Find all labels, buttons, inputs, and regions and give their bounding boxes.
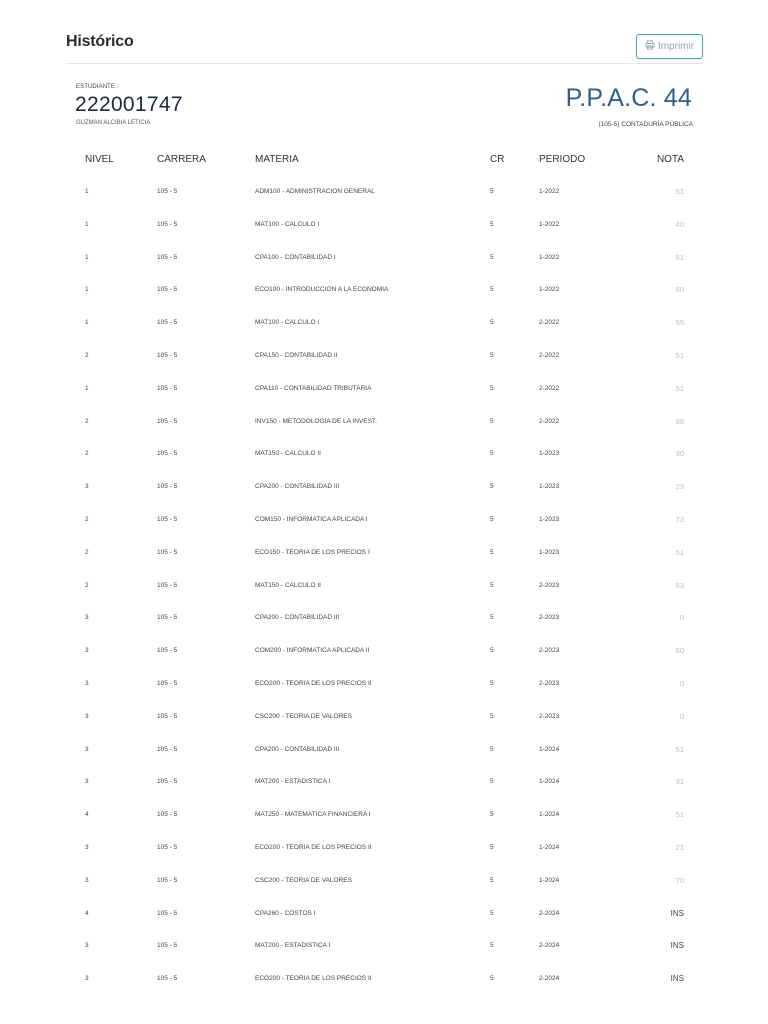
cell-carrera: 105 - 5	[157, 614, 178, 622]
cell-nivel: 4	[85, 909, 89, 917]
cell-periodo: 1-2024	[539, 876, 560, 884]
cell-cr: 5	[490, 975, 494, 983]
cell-nota: 21	[675, 842, 684, 852]
table-row	[0, 680, 768, 713]
table-header	[0, 154, 768, 168]
column-materia: MATERIA	[255, 154, 299, 165]
table-row	[0, 352, 768, 385]
cell-carrera: 105 - 5	[157, 220, 178, 228]
table-row	[0, 746, 768, 779]
table-row	[0, 450, 768, 483]
cell-periodo: 1-2023	[539, 515, 560, 523]
cell-carrera: 105 - 5	[157, 515, 178, 523]
cell-periodo: 2-2024	[539, 942, 560, 950]
cell-materia: MAT200 - ESTADISTICA I	[255, 778, 331, 786]
cell-nivel: 3	[85, 876, 89, 884]
cell-nivel: 1	[85, 253, 89, 261]
cell-nivel: 3	[85, 942, 89, 950]
cell-nivel: 3	[85, 778, 89, 786]
cell-cr: 5	[490, 614, 494, 622]
cell-periodo: 2-2022	[539, 384, 560, 392]
column-cr: CR	[490, 154, 505, 165]
cell-periodo: 1-2023	[539, 450, 560, 458]
cell-cr: 5	[490, 450, 494, 458]
cell-materia: ECO200 - TEORIA DE LOS PRECIOS II	[255, 679, 372, 687]
cell-carrera: 105 - 5	[157, 319, 178, 327]
cell-materia: COM200 - INFORMATICA APLICADA II	[255, 647, 370, 655]
table-row	[0, 942, 768, 975]
cell-nota: 40	[675, 219, 684, 229]
page-header	[0, 0, 768, 64]
cell-cr: 5	[490, 909, 494, 917]
cell-nivel: 3	[85, 679, 89, 687]
cell-nota: 30	[675, 449, 684, 459]
cell-nota: 31	[675, 777, 684, 787]
cell-nivel: 2	[85, 351, 89, 359]
cell-nota: 23	[675, 482, 684, 492]
cell-carrera: 105 - 5	[157, 417, 178, 425]
cell-periodo: 1-2022	[539, 253, 560, 261]
cell-nivel: 3	[85, 843, 89, 851]
cell-periodo: 2-2023	[539, 647, 560, 655]
cell-nota: 73	[675, 514, 684, 524]
student-label: ESTUDIANTE :	[76, 84, 119, 90]
cell-periodo: 2-2023	[539, 614, 560, 622]
cell-periodo: 1-2023	[539, 483, 560, 491]
table-row	[0, 483, 768, 516]
cell-carrera: 105 - 5	[157, 253, 178, 261]
cell-materia: MAT250 - MATEMATICA FINANCIERA I	[255, 811, 371, 819]
print-button[interactable]	[636, 34, 703, 59]
cell-nota: 0	[679, 711, 684, 721]
cell-materia: CPA100 - CONTABILIDAD I	[255, 253, 336, 261]
cell-nota: 53	[675, 580, 684, 590]
cell-nota: 55	[675, 318, 684, 328]
column-periodo: PERIODO	[539, 154, 586, 165]
cell-cr: 5	[490, 515, 494, 523]
cell-nivel: 1	[85, 188, 89, 195]
cell-nivel: 3	[85, 483, 89, 491]
cell-cr: 5	[490, 843, 494, 851]
cell-periodo: 1-2024	[539, 778, 560, 786]
career-label: (105-5) CONTADURÍA PÚBLICA	[598, 121, 693, 128]
cell-nota: 51	[675, 744, 684, 754]
cell-nota: 51	[675, 187, 684, 196]
table-row	[0, 975, 768, 1008]
cell-nivel: 1	[85, 384, 89, 392]
cell-carrera: 105 - 5	[157, 811, 178, 819]
cell-cr: 5	[490, 483, 494, 491]
cell-cr: 5	[490, 942, 494, 950]
table-row	[0, 647, 768, 680]
cell-cr: 5	[490, 778, 494, 786]
table-row	[0, 582, 768, 615]
cell-cr: 5	[490, 679, 494, 687]
cell-carrera: 105 - 5	[157, 942, 178, 950]
cell-materia: ECO100 - INTRODUCCION A LA ECONOMIA	[255, 286, 389, 294]
cell-periodo: 2-2022	[539, 417, 560, 425]
cell-periodo: 1-2024	[539, 811, 560, 819]
table-row	[0, 811, 768, 844]
cell-materia: INV150 - METODOLOGIA DE LA INVEST.	[255, 417, 377, 425]
cell-materia: ADM100 - ADMINISTRACION GENERAL	[255, 188, 375, 195]
cell-materia: COM150 - INFORMATICA APLICADA I	[255, 515, 368, 523]
cell-carrera: 105 - 5	[157, 188, 178, 195]
cell-periodo: 1-2023	[539, 548, 560, 556]
cell-cr: 5	[490, 811, 494, 819]
cell-carrera: 105 - 5	[157, 548, 178, 556]
table-row	[0, 844, 768, 877]
table-row	[0, 877, 768, 910]
table-row	[0, 516, 768, 549]
cell-cr: 5	[490, 188, 494, 195]
cell-periodo: 2-2022	[539, 351, 560, 359]
table-row	[0, 418, 768, 451]
cell-carrera: 105 - 5	[157, 712, 178, 720]
table-row	[0, 614, 768, 647]
cell-carrera: 105 - 5	[157, 351, 178, 359]
table-row	[0, 286, 768, 319]
cell-materia: CSC200 - TEORIA DE VALORES	[255, 712, 352, 720]
cell-nota: INS	[670, 941, 684, 951]
cell-carrera: 105 - 5	[157, 286, 178, 294]
cell-carrera: 105 - 5	[157, 483, 178, 491]
cell-nota: 51	[675, 810, 684, 820]
ppac-value: P.P.A.C. 44	[565, 84, 692, 112]
cell-cr: 5	[490, 581, 494, 589]
cell-carrera: 105 - 5	[157, 450, 178, 458]
cell-periodo: 2-2024	[539, 909, 560, 917]
cell-nota: 51	[675, 383, 684, 393]
cell-periodo: 1-2022	[539, 286, 560, 294]
cell-carrera: 105 - 5	[157, 843, 178, 851]
cell-nota: INS	[670, 974, 684, 984]
cell-periodo: 2-2023	[539, 712, 560, 720]
cell-periodo: 1-2024	[539, 843, 560, 851]
cell-cr: 5	[490, 319, 494, 327]
cell-materia: MAT100 - CALCULO I	[255, 319, 320, 327]
cell-materia: CPA200 - CONTABILIDAD III	[255, 614, 340, 622]
student-id: 222001747	[75, 93, 183, 116]
cell-nota: 0	[679, 613, 684, 623]
cell-nivel: 3	[85, 975, 89, 983]
cell-cr: 5	[490, 548, 494, 556]
cell-cr: 5	[490, 253, 494, 261]
cell-periodo: 1-2022	[539, 220, 560, 228]
cell-nivel: 2	[85, 581, 89, 589]
table-row	[0, 254, 768, 287]
cell-nivel: 2	[85, 450, 89, 458]
cell-carrera: 105 - 5	[157, 384, 178, 392]
cell-materia: CPA200 - CONTABILIDAD III	[255, 483, 340, 491]
cell-nota: 51	[675, 252, 684, 262]
cell-carrera: 105 - 5	[157, 647, 178, 655]
cell-cr: 5	[490, 220, 494, 228]
cell-materia: ECO150 - TEORIA DE LOS PRECIOS I	[255, 548, 370, 556]
table-row	[0, 221, 768, 254]
cell-materia: MAT150 - CALCULO II	[255, 581, 321, 589]
cell-periodo: 1-2022	[539, 188, 560, 195]
cell-materia: ECO200 - TEORIA DE LOS PRECIOS II	[255, 843, 372, 851]
cell-cr: 5	[490, 647, 494, 655]
cell-cr: 5	[490, 712, 494, 720]
table-row	[0, 910, 768, 943]
cell-carrera: 105 - 5	[157, 876, 178, 884]
cell-carrera: 105 - 5	[157, 778, 178, 786]
column-nota: NOTA	[656, 154, 684, 165]
cell-nivel: 1	[85, 319, 89, 327]
cell-materia: CPA150 - CONTABILIDAD II	[255, 351, 338, 359]
grades-table-body	[0, 188, 768, 1008]
cell-nivel: 2	[85, 417, 89, 425]
cell-carrera: 105 - 5	[157, 975, 178, 983]
cell-materia: CPA260 - COSTOS I	[255, 909, 316, 917]
cell-nota: 51	[675, 547, 684, 557]
header-divider	[66, 63, 703, 64]
cell-cr: 5	[490, 876, 494, 884]
cell-periodo: 2-2022	[539, 319, 560, 327]
cell-periodo: 1-2024	[539, 745, 560, 753]
table-row	[0, 188, 768, 221]
cell-nivel: 3	[85, 647, 89, 655]
cell-nivel: 2	[85, 515, 89, 523]
table-row	[0, 319, 768, 352]
printer-icon	[645, 40, 655, 53]
cell-cr: 5	[490, 351, 494, 359]
cell-materia: ECO200 - TEORIA DE LOS PRECIOS II	[255, 975, 372, 983]
table-row	[0, 385, 768, 418]
cell-materia: MAT100 - CALCULO I	[255, 220, 320, 228]
cell-nota: 0	[679, 678, 684, 688]
print-button-label: Imprimir	[657, 41, 695, 52]
cell-cr: 5	[490, 286, 494, 294]
cell-periodo: 2-2024	[539, 975, 560, 983]
cell-nota: 60	[675, 646, 684, 656]
table-row	[0, 778, 768, 811]
cell-carrera: 105 - 5	[157, 909, 178, 917]
column-nivel: NIVEL	[85, 154, 114, 165]
table-row	[0, 549, 768, 582]
column-carrera: CARRERA	[157, 154, 206, 165]
cell-nivel: 1	[85, 220, 89, 228]
cell-cr: 5	[490, 745, 494, 753]
cell-carrera: 105 - 5	[157, 581, 178, 589]
cell-cr: 5	[490, 417, 494, 425]
page-title: Histórico	[66, 33, 134, 50]
cell-nota: 51	[675, 350, 684, 360]
cell-materia: MAT150 - CALCULO II	[255, 450, 321, 458]
cell-materia: CPA110 - CONTABILIDAD TRIBUTARIA	[255, 384, 372, 392]
cell-nota: 98	[675, 416, 684, 426]
cell-carrera: 105 - 5	[157, 679, 178, 687]
cell-materia: CSC200 - TEORIA DE VALORES	[255, 876, 352, 884]
cell-nivel: 2	[85, 548, 89, 556]
cell-periodo: 2-2023	[539, 581, 560, 589]
cell-nota: 60	[675, 285, 684, 295]
table-row	[0, 713, 768, 746]
cell-cr: 5	[490, 384, 494, 392]
cell-materia: CPA200 - CONTABILIDAD III	[255, 745, 340, 753]
cell-nivel: 4	[85, 811, 89, 819]
cell-periodo: 2-2023	[539, 679, 560, 687]
student-name: GUZMAN ALCIBIA LETICIA	[76, 120, 151, 126]
cell-nota: INS	[670, 908, 684, 918]
cell-nivel: 3	[85, 745, 89, 753]
cell-nivel: 3	[85, 712, 89, 720]
cell-materia: MAT200 - ESTADISTICA I	[255, 942, 331, 950]
cell-nota: 70	[675, 875, 684, 885]
cell-nivel: 3	[85, 614, 89, 622]
cell-nivel: 1	[85, 286, 89, 294]
cell-carrera: 105 - 5	[157, 745, 178, 753]
